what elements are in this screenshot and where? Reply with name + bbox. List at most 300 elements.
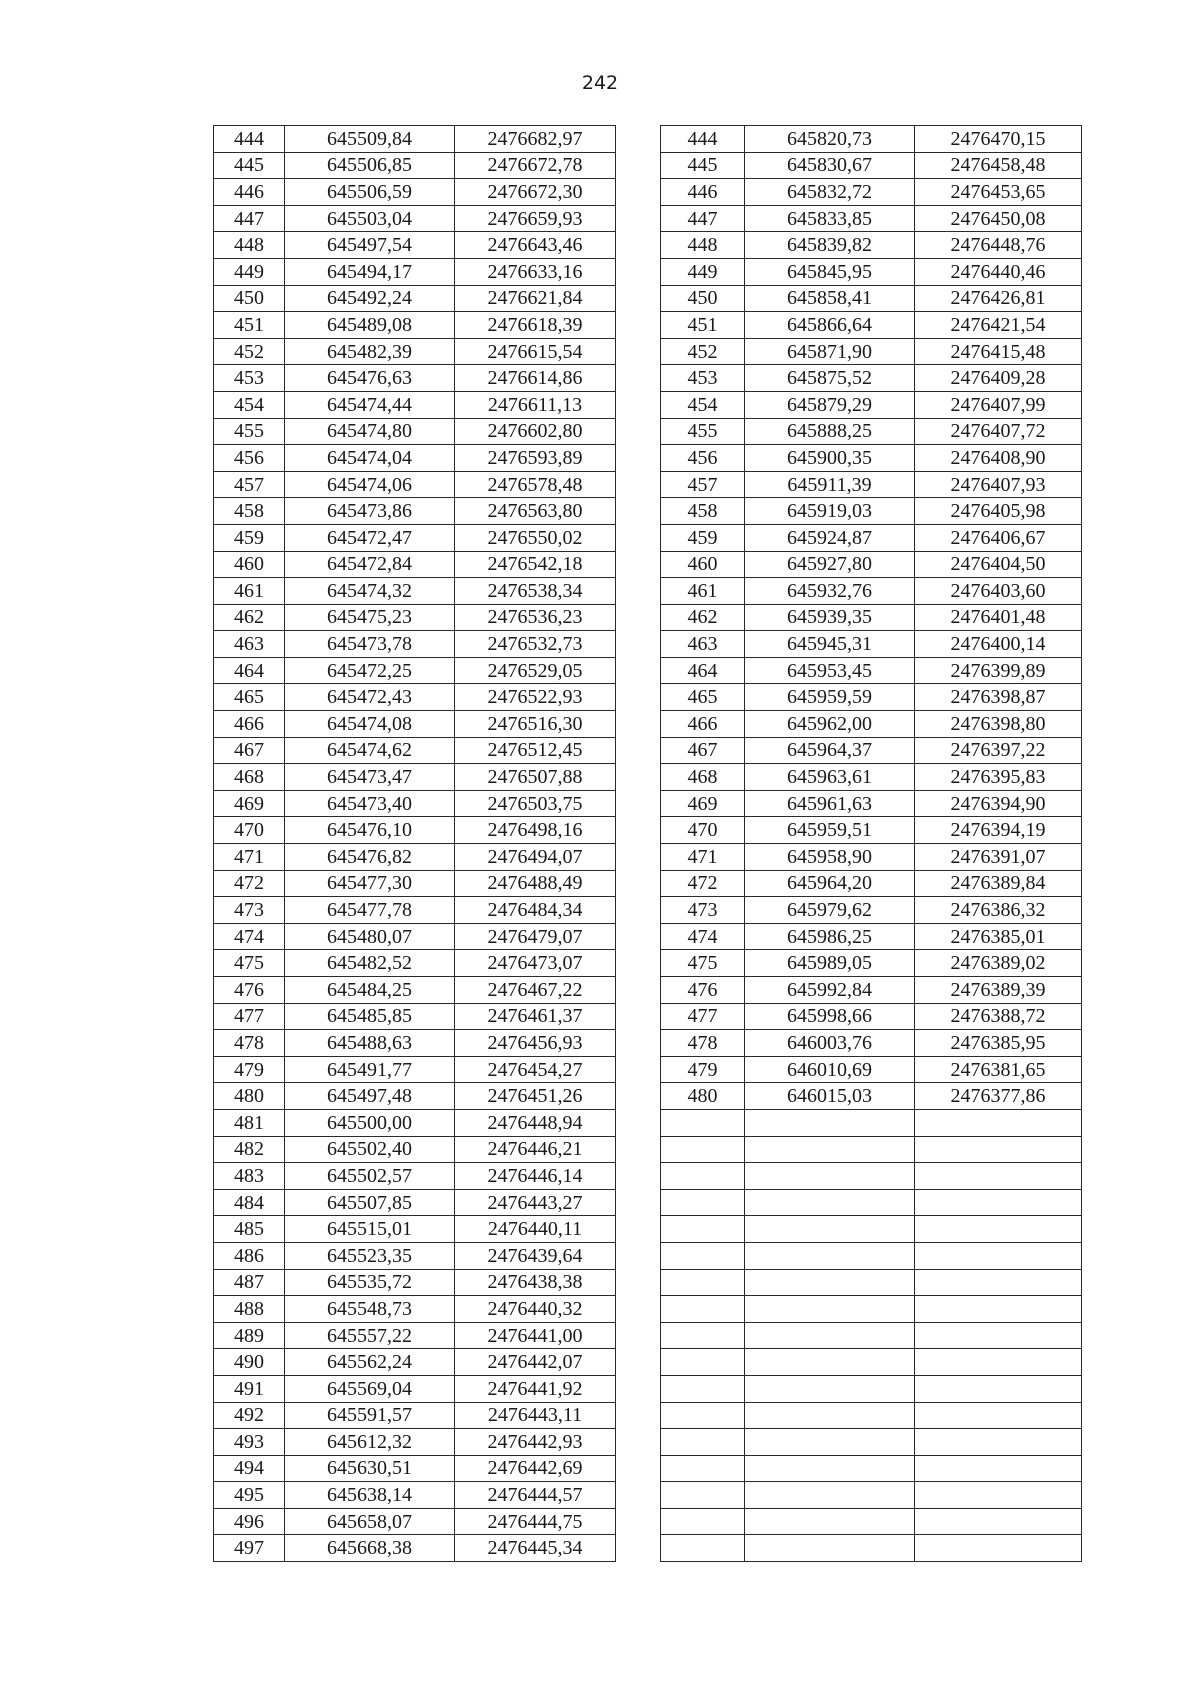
right-point-number bbox=[661, 1296, 745, 1323]
column-gap bbox=[616, 365, 661, 392]
right-x-coordinate bbox=[745, 1136, 915, 1163]
right-point-number bbox=[661, 1189, 745, 1216]
right-y-coordinate: 2476426,81 bbox=[915, 285, 1082, 312]
left-x-coordinate: 645503,04 bbox=[285, 205, 455, 232]
right-y-coordinate bbox=[915, 1109, 1082, 1136]
left-y-coordinate: 2476682,97 bbox=[455, 126, 616, 153]
right-point-number: 465 bbox=[661, 684, 745, 711]
right-x-coordinate: 645871,90 bbox=[745, 338, 915, 365]
left-y-coordinate: 2476446,21 bbox=[455, 1136, 616, 1163]
left-x-coordinate: 645497,54 bbox=[285, 232, 455, 259]
right-y-coordinate: 2476458,48 bbox=[915, 152, 1082, 179]
right-x-coordinate bbox=[745, 1216, 915, 1243]
right-point-number: 455 bbox=[661, 418, 745, 445]
column-gap bbox=[616, 524, 661, 551]
right-y-coordinate: 2476440,46 bbox=[915, 258, 1082, 285]
left-point-number: 474 bbox=[214, 923, 285, 950]
right-point-number bbox=[661, 1136, 745, 1163]
left-point-number: 479 bbox=[214, 1056, 285, 1083]
right-x-coordinate: 645845,95 bbox=[745, 258, 915, 285]
column-gap bbox=[616, 232, 661, 259]
column-gap bbox=[616, 1375, 661, 1402]
left-y-coordinate: 2476672,30 bbox=[455, 179, 616, 206]
left-point-number: 492 bbox=[214, 1402, 285, 1429]
column-gap bbox=[616, 631, 661, 658]
right-x-coordinate bbox=[745, 1375, 915, 1402]
right-y-coordinate bbox=[915, 1482, 1082, 1509]
table-row bbox=[214, 870, 1082, 897]
right-point-number: 448 bbox=[661, 232, 745, 259]
left-x-coordinate: 645477,30 bbox=[285, 870, 455, 897]
right-point-number bbox=[661, 1508, 745, 1535]
right-y-coordinate: 2476389,02 bbox=[915, 950, 1082, 977]
right-y-coordinate bbox=[915, 1269, 1082, 1296]
left-y-coordinate: 2476473,07 bbox=[455, 950, 616, 977]
table-row bbox=[214, 126, 1082, 153]
right-x-coordinate: 645964,37 bbox=[745, 737, 915, 764]
right-point-number: 449 bbox=[661, 258, 745, 285]
right-x-coordinate: 645927,80 bbox=[745, 551, 915, 578]
left-y-coordinate: 2476522,93 bbox=[455, 684, 616, 711]
right-point-number: 454 bbox=[661, 391, 745, 418]
table-row bbox=[214, 844, 1082, 871]
left-point-number: 454 bbox=[214, 391, 285, 418]
left-y-coordinate: 2476615,54 bbox=[455, 338, 616, 365]
left-point-number: 461 bbox=[214, 578, 285, 605]
left-y-coordinate: 2476456,93 bbox=[455, 1030, 616, 1057]
left-x-coordinate: 645638,14 bbox=[285, 1482, 455, 1509]
column-gap bbox=[616, 258, 661, 285]
right-y-coordinate: 2476397,22 bbox=[915, 737, 1082, 764]
right-point-number: 463 bbox=[661, 631, 745, 658]
right-y-coordinate bbox=[915, 1136, 1082, 1163]
left-y-coordinate: 2476445,34 bbox=[455, 1535, 616, 1562]
table-row bbox=[214, 1003, 1082, 1030]
column-gap bbox=[616, 1136, 661, 1163]
table-row bbox=[214, 1136, 1082, 1163]
table-row bbox=[214, 152, 1082, 179]
left-x-coordinate: 645472,47 bbox=[285, 524, 455, 551]
left-point-number: 457 bbox=[214, 471, 285, 498]
left-x-coordinate: 645474,06 bbox=[285, 471, 455, 498]
left-point-number: 488 bbox=[214, 1296, 285, 1323]
column-gap bbox=[616, 604, 661, 631]
table-row bbox=[214, 1269, 1082, 1296]
right-point-number: 475 bbox=[661, 950, 745, 977]
right-y-coordinate: 2476388,72 bbox=[915, 1003, 1082, 1030]
left-point-number: 496 bbox=[214, 1508, 285, 1535]
left-x-coordinate: 645591,57 bbox=[285, 1402, 455, 1429]
right-x-coordinate: 645830,67 bbox=[745, 152, 915, 179]
left-x-coordinate: 645474,32 bbox=[285, 578, 455, 605]
table-row bbox=[214, 1535, 1082, 1562]
column-gap bbox=[616, 950, 661, 977]
column-gap bbox=[616, 923, 661, 950]
right-y-coordinate: 2476377,86 bbox=[915, 1083, 1082, 1110]
left-y-coordinate: 2476611,13 bbox=[455, 391, 616, 418]
right-y-coordinate: 2476399,89 bbox=[915, 657, 1082, 684]
right-point-number bbox=[661, 1242, 745, 1269]
left-point-number: 486 bbox=[214, 1242, 285, 1269]
right-x-coordinate: 645919,03 bbox=[745, 498, 915, 525]
column-gap bbox=[616, 1535, 661, 1562]
left-point-number: 465 bbox=[214, 684, 285, 711]
right-x-coordinate: 645932,76 bbox=[745, 578, 915, 605]
table-row bbox=[214, 1056, 1082, 1083]
right-point-number: 445 bbox=[661, 152, 745, 179]
left-point-number: 475 bbox=[214, 950, 285, 977]
left-y-coordinate: 2476446,14 bbox=[455, 1163, 616, 1190]
right-y-coordinate: 2476389,39 bbox=[915, 977, 1082, 1004]
left-y-coordinate: 2476484,34 bbox=[455, 897, 616, 924]
left-point-number: 451 bbox=[214, 312, 285, 339]
left-point-number: 447 bbox=[214, 205, 285, 232]
left-point-number: 482 bbox=[214, 1136, 285, 1163]
column-gap bbox=[616, 179, 661, 206]
left-point-number: 466 bbox=[214, 711, 285, 738]
left-y-coordinate: 2476488,49 bbox=[455, 870, 616, 897]
right-x-coordinate: 645953,45 bbox=[745, 657, 915, 684]
right-y-coordinate bbox=[915, 1242, 1082, 1269]
right-y-coordinate: 2476407,99 bbox=[915, 391, 1082, 418]
left-point-number: 459 bbox=[214, 524, 285, 551]
left-x-coordinate: 645612,32 bbox=[285, 1429, 455, 1456]
left-x-coordinate: 645509,84 bbox=[285, 126, 455, 153]
table-row bbox=[214, 923, 1082, 950]
left-point-number: 460 bbox=[214, 551, 285, 578]
right-point-number: 459 bbox=[661, 524, 745, 551]
right-point-number: 456 bbox=[661, 445, 745, 472]
right-x-coordinate: 645979,62 bbox=[745, 897, 915, 924]
right-x-coordinate bbox=[745, 1349, 915, 1376]
column-gap bbox=[616, 1242, 661, 1269]
column-gap bbox=[616, 897, 661, 924]
table-row bbox=[214, 1455, 1082, 1482]
table-row bbox=[214, 790, 1082, 817]
left-y-coordinate: 2476507,88 bbox=[455, 764, 616, 791]
column-gap bbox=[616, 578, 661, 605]
left-x-coordinate: 645473,86 bbox=[285, 498, 455, 525]
right-point-number: 444 bbox=[661, 126, 745, 153]
left-point-number: 456 bbox=[214, 445, 285, 472]
right-x-coordinate bbox=[745, 1402, 915, 1429]
left-y-coordinate: 2476602,80 bbox=[455, 418, 616, 445]
right-y-coordinate: 2476406,67 bbox=[915, 524, 1082, 551]
right-y-coordinate bbox=[915, 1296, 1082, 1323]
left-x-coordinate: 645535,72 bbox=[285, 1269, 455, 1296]
left-y-coordinate: 2476659,93 bbox=[455, 205, 616, 232]
table-row bbox=[214, 631, 1082, 658]
right-point-number bbox=[661, 1109, 745, 1136]
right-y-coordinate: 2476415,48 bbox=[915, 338, 1082, 365]
left-point-number: 481 bbox=[214, 1109, 285, 1136]
right-x-coordinate: 645924,87 bbox=[745, 524, 915, 551]
column-gap bbox=[616, 977, 661, 1004]
left-x-coordinate: 645482,39 bbox=[285, 338, 455, 365]
coordinates-table bbox=[213, 125, 1082, 1562]
left-y-coordinate: 2476503,75 bbox=[455, 790, 616, 817]
right-x-coordinate bbox=[745, 1482, 915, 1509]
right-y-coordinate: 2476448,76 bbox=[915, 232, 1082, 259]
right-x-coordinate: 645964,20 bbox=[745, 870, 915, 897]
coordinates-table-body bbox=[214, 126, 1082, 1562]
left-point-number: 472 bbox=[214, 870, 285, 897]
right-point-number: 462 bbox=[661, 604, 745, 631]
right-point-number: 471 bbox=[661, 844, 745, 871]
left-point-number: 470 bbox=[214, 817, 285, 844]
left-point-number: 491 bbox=[214, 1375, 285, 1402]
left-x-coordinate: 645475,23 bbox=[285, 604, 455, 631]
column-gap bbox=[616, 844, 661, 871]
table-row bbox=[214, 1189, 1082, 1216]
left-point-number: 452 bbox=[214, 338, 285, 365]
column-gap bbox=[616, 1482, 661, 1509]
right-y-coordinate: 2476450,08 bbox=[915, 205, 1082, 232]
right-y-coordinate bbox=[915, 1322, 1082, 1349]
left-x-coordinate: 645476,63 bbox=[285, 365, 455, 392]
right-y-coordinate: 2476394,19 bbox=[915, 817, 1082, 844]
right-point-number: 476 bbox=[661, 977, 745, 1004]
column-gap bbox=[616, 817, 661, 844]
right-y-coordinate bbox=[915, 1429, 1082, 1456]
right-y-coordinate bbox=[915, 1189, 1082, 1216]
column-gap bbox=[616, 126, 661, 153]
right-point-number: 466 bbox=[661, 711, 745, 738]
column-gap bbox=[616, 1216, 661, 1243]
right-y-coordinate: 2476405,98 bbox=[915, 498, 1082, 525]
left-point-number: 490 bbox=[214, 1349, 285, 1376]
column-gap bbox=[616, 338, 661, 365]
table-row bbox=[214, 1482, 1082, 1509]
column-gap bbox=[616, 285, 661, 312]
right-x-coordinate: 645963,61 bbox=[745, 764, 915, 791]
right-x-coordinate: 646015,03 bbox=[745, 1083, 915, 1110]
left-x-coordinate: 645523,35 bbox=[285, 1242, 455, 1269]
right-y-coordinate: 2476403,60 bbox=[915, 578, 1082, 605]
right-x-coordinate bbox=[745, 1269, 915, 1296]
column-gap bbox=[616, 711, 661, 738]
column-gap bbox=[616, 1455, 661, 1482]
column-gap bbox=[616, 870, 661, 897]
right-y-coordinate: 2476385,95 bbox=[915, 1030, 1082, 1057]
left-point-number: 469 bbox=[214, 790, 285, 817]
column-gap bbox=[616, 1402, 661, 1429]
table-row bbox=[214, 1163, 1082, 1190]
left-x-coordinate: 645630,51 bbox=[285, 1455, 455, 1482]
right-x-coordinate: 645986,25 bbox=[745, 923, 915, 950]
column-gap bbox=[616, 1322, 661, 1349]
left-point-number: 453 bbox=[214, 365, 285, 392]
right-point-number bbox=[661, 1482, 745, 1509]
right-x-coordinate: 645961,63 bbox=[745, 790, 915, 817]
table-row bbox=[214, 205, 1082, 232]
column-gap bbox=[616, 1349, 661, 1376]
right-point-number bbox=[661, 1216, 745, 1243]
right-y-coordinate bbox=[915, 1375, 1082, 1402]
left-y-coordinate: 2476633,16 bbox=[455, 258, 616, 285]
right-y-coordinate: 2476421,54 bbox=[915, 312, 1082, 339]
left-x-coordinate: 645473,78 bbox=[285, 631, 455, 658]
table-row bbox=[214, 711, 1082, 738]
left-y-coordinate: 2476451,26 bbox=[455, 1083, 616, 1110]
table-row bbox=[214, 578, 1082, 605]
right-x-coordinate bbox=[745, 1109, 915, 1136]
right-x-coordinate bbox=[745, 1429, 915, 1456]
right-x-coordinate bbox=[745, 1296, 915, 1323]
right-x-coordinate: 646010,69 bbox=[745, 1056, 915, 1083]
left-y-coordinate: 2476578,48 bbox=[455, 471, 616, 498]
table-row bbox=[214, 365, 1082, 392]
column-gap bbox=[616, 1296, 661, 1323]
right-x-coordinate: 645875,52 bbox=[745, 365, 915, 392]
table-row bbox=[214, 498, 1082, 525]
right-point-number bbox=[661, 1455, 745, 1482]
right-x-coordinate: 645989,05 bbox=[745, 950, 915, 977]
left-point-number: 487 bbox=[214, 1269, 285, 1296]
left-y-coordinate: 2476441,00 bbox=[455, 1322, 616, 1349]
left-y-coordinate: 2476532,73 bbox=[455, 631, 616, 658]
left-x-coordinate: 645472,43 bbox=[285, 684, 455, 711]
left-y-coordinate: 2476443,27 bbox=[455, 1189, 616, 1216]
left-point-number: 495 bbox=[214, 1482, 285, 1509]
table-row bbox=[214, 312, 1082, 339]
left-y-coordinate: 2476643,46 bbox=[455, 232, 616, 259]
table-row bbox=[214, 950, 1082, 977]
left-x-coordinate: 645476,82 bbox=[285, 844, 455, 871]
left-y-coordinate: 2476442,69 bbox=[455, 1455, 616, 1482]
left-y-coordinate: 2476479,07 bbox=[455, 923, 616, 950]
right-x-coordinate bbox=[745, 1242, 915, 1269]
right-x-coordinate: 645958,90 bbox=[745, 844, 915, 871]
table-row bbox=[214, 1216, 1082, 1243]
right-y-coordinate: 2476401,48 bbox=[915, 604, 1082, 631]
left-point-number: 480 bbox=[214, 1083, 285, 1110]
right-x-coordinate bbox=[745, 1455, 915, 1482]
right-y-coordinate: 2476409,28 bbox=[915, 365, 1082, 392]
right-x-coordinate: 645939,35 bbox=[745, 604, 915, 631]
left-point-number: 448 bbox=[214, 232, 285, 259]
left-y-coordinate: 2476621,84 bbox=[455, 285, 616, 312]
table-row bbox=[214, 391, 1082, 418]
right-y-coordinate bbox=[915, 1216, 1082, 1243]
right-y-coordinate: 2476386,32 bbox=[915, 897, 1082, 924]
right-point-number: 452 bbox=[661, 338, 745, 365]
left-y-coordinate: 2476593,89 bbox=[455, 445, 616, 472]
table-row bbox=[214, 471, 1082, 498]
right-point-number: 467 bbox=[661, 737, 745, 764]
left-y-coordinate: 2476461,37 bbox=[455, 1003, 616, 1030]
right-y-coordinate: 2476398,80 bbox=[915, 711, 1082, 738]
table-row bbox=[214, 1375, 1082, 1402]
left-y-coordinate: 2476512,45 bbox=[455, 737, 616, 764]
right-y-coordinate bbox=[915, 1163, 1082, 1190]
table-row bbox=[214, 1296, 1082, 1323]
left-point-number: 476 bbox=[214, 977, 285, 1004]
left-point-number: 478 bbox=[214, 1030, 285, 1057]
right-y-coordinate: 2476400,14 bbox=[915, 631, 1082, 658]
column-gap bbox=[616, 1109, 661, 1136]
left-x-coordinate: 645502,40 bbox=[285, 1136, 455, 1163]
left-x-coordinate: 645491,77 bbox=[285, 1056, 455, 1083]
right-y-coordinate bbox=[915, 1402, 1082, 1429]
column-gap bbox=[616, 1429, 661, 1456]
table-row bbox=[214, 445, 1082, 472]
left-x-coordinate: 645515,01 bbox=[285, 1216, 455, 1243]
left-point-number: 497 bbox=[214, 1535, 285, 1562]
left-x-coordinate: 645473,47 bbox=[285, 764, 455, 791]
right-point-number: 469 bbox=[661, 790, 745, 817]
column-gap bbox=[616, 551, 661, 578]
right-y-coordinate: 2476394,90 bbox=[915, 790, 1082, 817]
right-y-coordinate bbox=[915, 1349, 1082, 1376]
left-point-number: 455 bbox=[214, 418, 285, 445]
left-x-coordinate: 645476,10 bbox=[285, 817, 455, 844]
column-gap bbox=[616, 1269, 661, 1296]
left-point-number: 463 bbox=[214, 631, 285, 658]
right-y-coordinate: 2476398,87 bbox=[915, 684, 1082, 711]
right-point-number: 477 bbox=[661, 1003, 745, 1030]
left-x-coordinate: 645488,63 bbox=[285, 1030, 455, 1057]
left-y-coordinate: 2476441,92 bbox=[455, 1375, 616, 1402]
table-row bbox=[214, 1402, 1082, 1429]
left-point-number: 458 bbox=[214, 498, 285, 525]
right-y-coordinate: 2476453,65 bbox=[915, 179, 1082, 206]
right-point-number: 473 bbox=[661, 897, 745, 924]
left-point-number: 468 bbox=[214, 764, 285, 791]
left-point-number: 450 bbox=[214, 285, 285, 312]
left-y-coordinate: 2476529,05 bbox=[455, 657, 616, 684]
left-x-coordinate: 645658,07 bbox=[285, 1508, 455, 1535]
left-y-coordinate: 2476442,93 bbox=[455, 1429, 616, 1456]
left-x-coordinate: 645489,08 bbox=[285, 312, 455, 339]
table-row bbox=[214, 1508, 1082, 1535]
left-x-coordinate: 645474,08 bbox=[285, 711, 455, 738]
right-point-number: 464 bbox=[661, 657, 745, 684]
left-y-coordinate: 2476618,39 bbox=[455, 312, 616, 339]
right-point-number bbox=[661, 1349, 745, 1376]
column-gap bbox=[616, 1189, 661, 1216]
left-point-number: 489 bbox=[214, 1322, 285, 1349]
right-y-coordinate: 2476395,83 bbox=[915, 764, 1082, 791]
left-x-coordinate: 645668,38 bbox=[285, 1535, 455, 1562]
left-y-coordinate: 2476448,94 bbox=[455, 1109, 616, 1136]
table-row bbox=[214, 1030, 1082, 1057]
right-point-number: 472 bbox=[661, 870, 745, 897]
column-gap bbox=[616, 737, 661, 764]
right-point-number: 457 bbox=[661, 471, 745, 498]
table-row bbox=[214, 179, 1082, 206]
right-y-coordinate bbox=[915, 1455, 1082, 1482]
column-gap bbox=[616, 764, 661, 791]
right-x-coordinate bbox=[745, 1535, 915, 1562]
left-point-number: 462 bbox=[214, 604, 285, 631]
right-y-coordinate: 2476407,72 bbox=[915, 418, 1082, 445]
right-point-number: 461 bbox=[661, 578, 745, 605]
right-x-coordinate: 645839,82 bbox=[745, 232, 915, 259]
left-x-coordinate: 645502,57 bbox=[285, 1163, 455, 1190]
left-point-number: 473 bbox=[214, 897, 285, 924]
left-x-coordinate: 645473,40 bbox=[285, 790, 455, 817]
left-y-coordinate: 2476542,18 bbox=[455, 551, 616, 578]
table-row bbox=[214, 817, 1082, 844]
left-x-coordinate: 645506,85 bbox=[285, 152, 455, 179]
table-row bbox=[214, 524, 1082, 551]
left-x-coordinate: 645497,48 bbox=[285, 1083, 455, 1110]
table-row bbox=[214, 764, 1082, 791]
table-row bbox=[214, 657, 1082, 684]
table-row bbox=[214, 1109, 1082, 1136]
left-x-coordinate: 645472,84 bbox=[285, 551, 455, 578]
